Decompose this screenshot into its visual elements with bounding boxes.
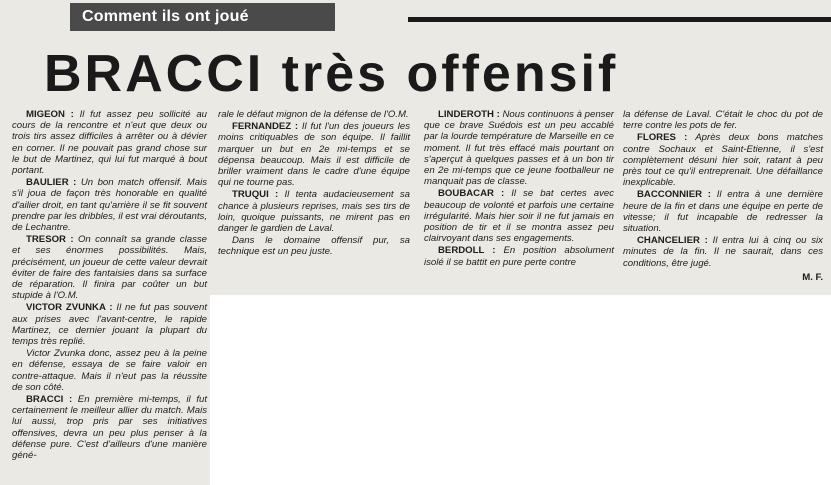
player-review-text: On connaît sa grande classe et ses énormes possibilités. Mais, précisément, un joueur de cette valeur devrait éviter de faire des fantaisies dans sa surface de réparation. Il finira par coûter un but stupide à l'O.M. bbox=[12, 234, 208, 302]
player-review-text: Nous continuons à penser que ce brave Suédois est un peu accablé par la lourde température de Marseille en ce moment. Il fut très effacé mais pourtant on s'aperçut à quelques passes et à un bon tir en 2e mi-temps que ce jeune footballeur ne manquait pas de classe. bbox=[424, 109, 614, 188]
article-column-4 bbox=[623, 109, 823, 283]
player-review-text: rale le défaut mignon de la défense de l'O.M. bbox=[218, 109, 409, 120]
player-review-text: Il tenta audacieusement sa chance à plusieurs reprises, mais ses tirs de loin, quoique puissants, ne mirent pas en danger le gardien de Laval. bbox=[218, 189, 410, 235]
player-paragraph bbox=[12, 234, 207, 301]
header-rule bbox=[408, 17, 831, 22]
player-paragraph bbox=[12, 302, 207, 347]
player-review-text: la défense de Laval. C'était le choc du pot de terre contre les pots de fer. bbox=[623, 109, 823, 132]
player-paragraph bbox=[12, 348, 207, 393]
author-signature: M. F. bbox=[802, 271, 823, 283]
player-name: TRESOR : bbox=[26, 234, 74, 246]
player-review-text: Il se bat certes avec beaucoup de volonté et parfois une certaine irrégularité. Mais hier soir il ne fut jamais en position de tir et il se montra assez peu clairvoyant dans ses engagements. bbox=[424, 188, 614, 245]
player-paragraph bbox=[424, 109, 614, 187]
player-review-text: Après deux bons matches contre Sochaux et Saint-Etienne, il s'est complètement désuni hier soir, ratant à peu près tout ce qu'il entreprenait. Une défaillance inexplicable. bbox=[623, 132, 823, 189]
player-paragraph bbox=[424, 188, 614, 244]
player-name: TRUQUI : bbox=[232, 189, 279, 201]
player-review-text: Dans le domaine offensif pur, sa technique est un peu juste. bbox=[218, 235, 410, 258]
article-column-1 bbox=[12, 109, 207, 462]
player-name: BAULIER : bbox=[26, 177, 77, 189]
player-paragraph bbox=[623, 109, 823, 131]
player-paragraph bbox=[12, 177, 207, 233]
player-review-text: Victor Zvunka donc, assez peu à la peine en défense, essaya de se faire valoir en contre-attaque. Mais il n'eut pas la réussite de son côté. bbox=[12, 348, 207, 393]
player-name: FERNANDEZ : bbox=[232, 121, 299, 133]
player-review-text: Un bon match offensif. Mais s'il joua de façon très honorable en qualité d'ailier droit, en tant qu'arrière il se fit souvent prendre par les dribbles, il est vrai déroutants, de Lechantre. bbox=[12, 177, 208, 234]
player-name: FLORES : bbox=[637, 132, 688, 144]
player-name: BRACCI : bbox=[26, 394, 73, 406]
player-paragraph bbox=[218, 235, 410, 257]
player-paragraph bbox=[424, 245, 614, 267]
player-review-text: En première mi-temps, il fut certainement le meilleur allier du match. Mais lui aussi, trop pris par ses initiatives offensives, devra un peu plus penser à la défense pure. C'est d'ailleurs d'une manière géné- bbox=[12, 394, 207, 462]
player-name: BERDOLL : bbox=[438, 245, 496, 257]
player-name: BOUBACAR : bbox=[438, 188, 505, 200]
player-review-text: Il fut assez peu sollicité au cours de la rencontre et n'eut que deux ou trois tirs assez difficiles à arrêter ou à dévier en corner. Il ne pouvait pas grand chose sur le but de Martinez, qui lui fut marqué à bout portant. bbox=[12, 109, 207, 177]
player-review-text: Il fut l'un des joueurs les moins critiquables de son équipe. Il faillit marquer un but en 2e mi-temps et se dépensa beaucoup. Mais il est difficile de briller vraiment dans le cadre d'une équipe qui ne tourne pas. bbox=[218, 121, 410, 189]
player-name: MIGEON : bbox=[26, 109, 74, 120]
player-review-text: Il entra lui à cinq ou six minutes de la fin. Il ne saurait, dans ces conditions, être jugé. bbox=[623, 235, 823, 269]
player-paragraph bbox=[218, 121, 410, 188]
player-name: LINDEROTH : bbox=[438, 109, 500, 120]
player-name: VICTOR ZVUNKA : bbox=[26, 302, 113, 314]
article-column-2 bbox=[218, 109, 410, 259]
player-name: BACCONNIER : bbox=[637, 189, 711, 201]
player-paragraph bbox=[623, 132, 823, 188]
article-column-3 bbox=[424, 109, 614, 269]
player-paragraph bbox=[623, 189, 823, 234]
player-review-text: En position absolument isolé il se battit en pure perte contre bbox=[424, 245, 614, 268]
player-review-text: Il ne fut pas souvent aux prises avec l'avant-centre, le rapide Martinez, ce dernier jouant la plupart du temps très replié. bbox=[12, 302, 207, 348]
player-paragraph bbox=[12, 394, 207, 461]
player-paragraph bbox=[623, 235, 823, 269]
player-paragraph bbox=[12, 109, 207, 176]
player-paragraph bbox=[218, 109, 410, 120]
player-name: CHANCELIER : bbox=[637, 235, 708, 247]
player-review-text: Il entra à une dernière heure de la fin et dans une équipe en perte de vitesse; il fut incapable de redresser la situation. bbox=[623, 189, 823, 235]
section-kicker: Comment ils ont joué bbox=[70, 3, 335, 31]
player-paragraph bbox=[218, 189, 410, 234]
headline: BRACCI très offensif bbox=[44, 45, 619, 103]
